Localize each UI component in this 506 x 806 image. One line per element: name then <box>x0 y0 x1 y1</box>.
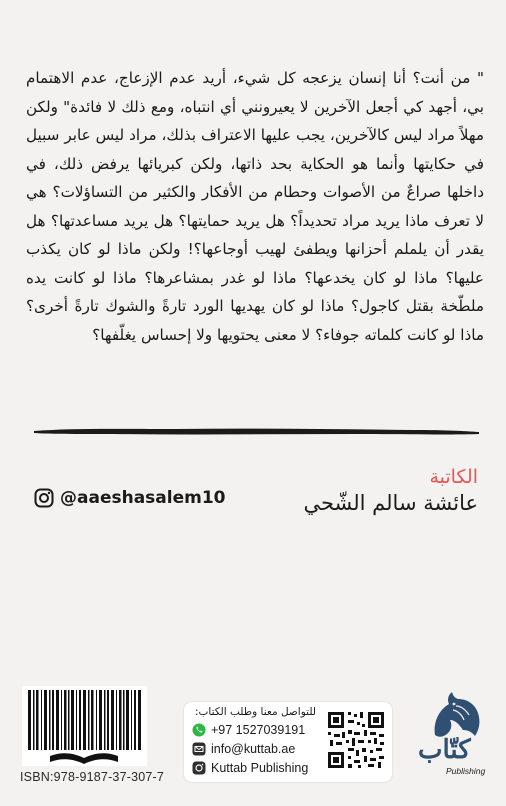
email-icon <box>192 742 206 756</box>
author-instagram[interactable] <box>34 488 225 508</box>
whatsapp-icon <box>192 723 206 737</box>
contact-email: info@kuttab.ae <box>211 742 296 756</box>
barcode-icon <box>22 686 147 766</box>
contact-phone: +97 1527039191 <box>211 723 306 737</box>
horse-logo-icon <box>415 680 495 780</box>
contact-box <box>184 702 392 782</box>
contact-phone-row[interactable] <box>192 723 305 737</box>
publisher-name-english: Publishing <box>446 766 486 776</box>
author-label: الكاتبة <box>429 466 478 488</box>
brush-stroke-divider <box>34 426 479 436</box>
contact-instagram-row[interactable] <box>192 761 308 775</box>
instagram-icon <box>192 761 206 775</box>
qr-code-icon[interactable] <box>326 710 386 770</box>
contact-email-row[interactable] <box>192 742 295 756</box>
contact-instagram: Kuttab Publishing <box>211 761 309 775</box>
back-cover-blurb <box>26 64 484 349</box>
instagram-icon <box>34 488 54 508</box>
blurb-paragraph: " من أنت؟ أنا إنسان يزعجه كل شيء، أريد عدم الإزعاج، عدم الاهتمام بي، أجهد كي أجعل الآخرين لا يعيرونني أي انتباه، ومع ذلك لا فائدة" ولكن مهلاً مراد ليس كالآخرين، يجب عليها الاعتراف بذلك، مراد ليس عابر سبيل في حكايتها وأنما هو الحكاية بحد ذاتها، ولكن كبريائها يرفض ذلك، في داخلها صراعٌ من الأصوات وحطام من الأفكار والكثير من التساؤلات؟ هي لا تعرف ماذا يريد مراد تحديداً؟ هل يريد حمايتها؟ هل يريد مساعدتها؟ هل يقدر أن يلملم أحزانها ويطفئ لهيب أوجاعها؟! ولكن ماذا لو كان يكذب عليها؟ ماذا لو كان يخدعها؟ ماذا لو غدر بمشاعرها؟ ماذا لو كانت يده ملطّخة بقتل كاجول؟ ماذا لو كان يهديها الورد تارةً والشوك تارةً أخرى؟ ماذا لو كانت كلماته جوفاء؟ لا معنى يحتويها ولا إحساس يغلّفها؟ <box>26 69 484 344</box>
author-name: عائشة سالم الشّحي <box>303 491 478 515</box>
contact-title: للتواصل معنا وطلب الكتاب: <box>194 706 316 718</box>
publisher-name-arabic: كتّاب <box>418 735 471 765</box>
isbn-number: ISBN:978-9187-37-307-7 <box>20 770 165 784</box>
instagram-handle: @aaeshasalem10 <box>60 488 226 508</box>
